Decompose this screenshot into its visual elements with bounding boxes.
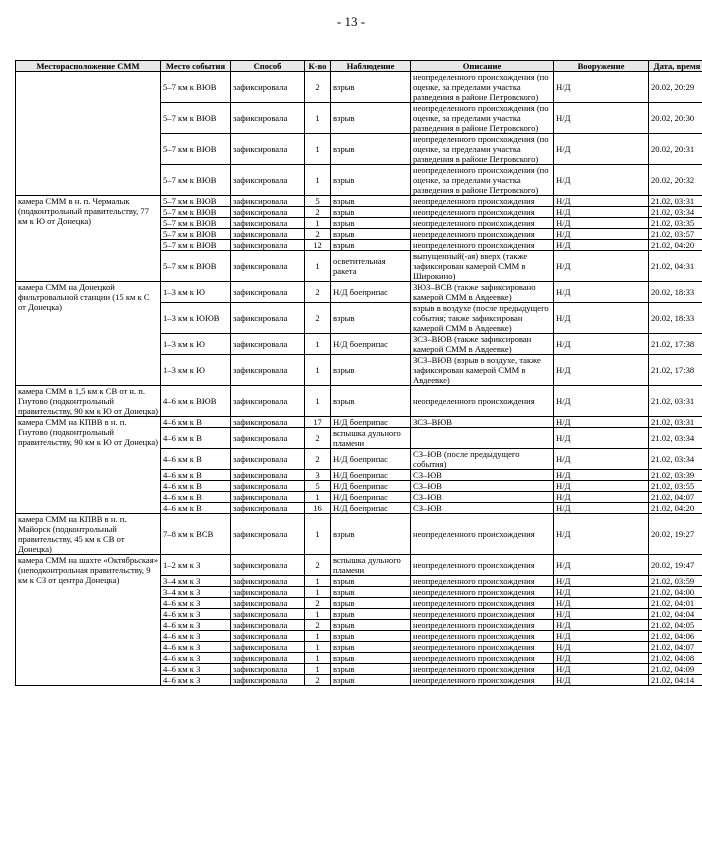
cell-event-place: 4–6 км к З xyxy=(161,653,231,664)
cell-weapon: Н/Д xyxy=(554,355,649,386)
page-number: - 13 - xyxy=(336,14,366,29)
cell-weapon: Н/Д xyxy=(554,620,649,631)
cell-method: зафиксировала xyxy=(231,251,305,282)
cell-event-place: 5–7 км к ВЮВ xyxy=(161,103,231,134)
cell-count: 1 xyxy=(305,334,331,355)
cell-method: зафиксировала xyxy=(231,240,305,251)
cell-weapon: Н/Д xyxy=(554,134,649,165)
cell-count: 1 xyxy=(305,631,331,642)
cell-weapon: Н/Д xyxy=(554,642,649,653)
cell-description: неопределенного происхождения xyxy=(411,229,554,240)
cell-count: 2 xyxy=(305,598,331,609)
cell-event-place: 4–6 км к В xyxy=(161,449,231,470)
cell-observation: взрыв xyxy=(331,631,411,642)
table-header-row xyxy=(16,61,702,72)
cell-description: неопределенного происхождения (по оценке, за пределами участка разведения в районе Петровского) xyxy=(411,72,554,103)
cell-event-place: 3–4 км к З xyxy=(161,587,231,598)
cell-event-place: 4–6 км к З xyxy=(161,609,231,620)
cell-count: 1 xyxy=(305,386,331,417)
cell-event-place: 4–6 км к З xyxy=(161,620,231,631)
cell-event-place: 4–6 км к З xyxy=(161,631,231,642)
cell-event-place: 1–3 км к Ю xyxy=(161,355,231,386)
cell-count: 1 xyxy=(305,664,331,675)
table-row xyxy=(16,72,702,103)
cell-observation: взрыв xyxy=(331,355,411,386)
cell-observation: взрыв xyxy=(331,664,411,675)
cell-observation: взрыв xyxy=(331,196,411,207)
cell-observation: Н/Д боеприпас xyxy=(331,282,411,303)
cell-method: зафиксировала xyxy=(231,598,305,609)
cell-count: 1 xyxy=(305,355,331,386)
table-row xyxy=(16,417,702,428)
cell-event-place: 5–7 км к ВЮВ xyxy=(161,207,231,218)
cell-weapon: Н/Д xyxy=(554,664,649,675)
cell-weapon: Н/Д xyxy=(554,282,649,303)
cell-weapon: Н/Д xyxy=(554,598,649,609)
cell-event-place: 7–8 км к ВСВ xyxy=(161,514,231,555)
cell-datetime: 21.02, 17:38 xyxy=(649,355,702,386)
cell-weapon: Н/Д xyxy=(554,428,649,449)
cell-observation: взрыв xyxy=(331,653,411,664)
cell-event-place: 5–7 км к ВЮВ xyxy=(161,218,231,229)
cell-observation: взрыв xyxy=(331,576,411,587)
cell-event-place: 4–6 км к В xyxy=(161,470,231,481)
cell-description: СЗ–ЮВ xyxy=(411,503,554,514)
cell-method: зафиксировала xyxy=(231,664,305,675)
cell-method: зафиксировала xyxy=(231,229,305,240)
cell-event-place: 1–3 км к Ю xyxy=(161,334,231,355)
cell-datetime: 21.02, 04:06 xyxy=(649,631,702,642)
cell-method: зафиксировала xyxy=(231,303,305,334)
cell-description xyxy=(411,428,554,449)
cell-weapon: Н/Д xyxy=(554,229,649,240)
cell-datetime: 21.02, 04:07 xyxy=(649,642,702,653)
cell-event-place: 5–7 км к ВЮВ xyxy=(161,251,231,282)
cell-count: 1 xyxy=(305,134,331,165)
cell-location xyxy=(16,72,161,196)
cell-datetime: 21.02, 03:59 xyxy=(649,576,702,587)
table-row xyxy=(16,196,702,207)
cell-datetime: 20.02, 20:30 xyxy=(649,103,702,134)
cell-observation: вспышка дульного пламени xyxy=(331,428,411,449)
cell-weapon: Н/Д xyxy=(554,303,649,334)
cell-datetime: 21.02, 03:31 xyxy=(649,196,702,207)
cell-location: камера СММ на шахте «Октябрьская» (неподконтрольная правительству, 9 км к СЗ от центра Донецка) xyxy=(16,555,161,686)
cell-observation: взрыв xyxy=(331,218,411,229)
cell-event-place: 4–6 км к З xyxy=(161,598,231,609)
cell-observation: взрыв xyxy=(331,240,411,251)
cell-weapon: Н/Д xyxy=(554,675,649,686)
cell-location: камера СММ на Донецкой фильтровальной станции (15 км к С от Донецка) xyxy=(16,282,161,386)
table-row xyxy=(16,282,702,303)
cell-weapon: Н/Д xyxy=(554,514,649,555)
cell-method: зафиксировала xyxy=(231,417,305,428)
cell-description: неопределенного происхождения xyxy=(411,576,554,587)
cell-weapon: Н/Д xyxy=(554,417,649,428)
cell-weapon: Н/Д xyxy=(554,240,649,251)
cell-description: неопределенного происхождения xyxy=(411,620,554,631)
cell-count: 2 xyxy=(305,229,331,240)
cell-weapon: Н/Д xyxy=(554,576,649,587)
cell-count: 3 xyxy=(305,470,331,481)
cell-description: неопределенного происхождения (по оценке, за пределами участка разведения в районе Петровского) xyxy=(411,103,554,134)
cell-event-place: 5–7 км к ВЮВ xyxy=(161,72,231,103)
cell-method: зафиксировала xyxy=(231,165,305,196)
cell-location: камера СММ в н. п. Чермалык (подконтрольный правительству, 77 км к Ю от Донецка) xyxy=(16,196,161,282)
cell-weapon: Н/Д xyxy=(554,470,649,481)
cell-count: 16 xyxy=(305,503,331,514)
cell-observation: Н/Д боеприпас xyxy=(331,481,411,492)
cell-weapon: Н/Д xyxy=(554,103,649,134)
cell-observation: Н/Д боеприпас xyxy=(331,417,411,428)
cell-count: 2 xyxy=(305,72,331,103)
cell-observation: взрыв xyxy=(331,675,411,686)
cell-description: неопределенного происхождения xyxy=(411,207,554,218)
cell-description: выпущенный(-ая) вверх (также зафиксирован камерой СММ в Широкино) xyxy=(411,251,554,282)
cell-location: камера СММ на КПВВ в н. п. Гнутово (подконтрольный правительству, 90 км к Ю от Донецка) xyxy=(16,417,161,514)
cell-count: 1 xyxy=(305,642,331,653)
cell-event-place: 4–6 км к З xyxy=(161,664,231,675)
cell-observation: взрыв xyxy=(331,207,411,218)
cell-count: 2 xyxy=(305,282,331,303)
table-row xyxy=(16,514,702,555)
cell-event-place: 4–6 км к В xyxy=(161,417,231,428)
cell-weapon: Н/Д xyxy=(554,207,649,218)
cell-datetime: 21.02, 03:34 xyxy=(649,207,702,218)
cell-method: зафиксировала xyxy=(231,386,305,417)
cell-weapon: Н/Д xyxy=(554,555,649,576)
cell-description: неопределенного происхождения xyxy=(411,218,554,229)
cell-event-place: 4–6 км к В xyxy=(161,428,231,449)
cell-description: неопределенного происхождения xyxy=(411,609,554,620)
cell-method: зафиксировала xyxy=(231,196,305,207)
cell-datetime: 20.02, 20:31 xyxy=(649,134,702,165)
cell-datetime: 21.02, 03:35 xyxy=(649,218,702,229)
cell-datetime: 21.02, 04:20 xyxy=(649,240,702,251)
cell-count: 2 xyxy=(305,555,331,576)
cell-description: неопределенного происхождения xyxy=(411,240,554,251)
cell-count: 5 xyxy=(305,196,331,207)
cell-observation: взрыв xyxy=(331,598,411,609)
cell-description: неопределенного происхождения xyxy=(411,598,554,609)
cell-description: неопределенного происхождения xyxy=(411,653,554,664)
cell-count: 1 xyxy=(305,576,331,587)
cell-event-place: 4–6 км к ВЮВ xyxy=(161,386,231,417)
cell-count: 1 xyxy=(305,653,331,664)
cell-observation: осветительная ракета xyxy=(331,251,411,282)
cell-event-place: 4–6 км к В xyxy=(161,503,231,514)
cell-description: неопределенного происхождения xyxy=(411,386,554,417)
cell-datetime: 21.02, 04:08 xyxy=(649,653,702,664)
cell-datetime: 20.02, 18:33 xyxy=(649,303,702,334)
cell-description: ЗЮЗ–ВСВ (также зафиксировано камерой СММ в Авдеевке) xyxy=(411,282,554,303)
header-event-place: Место события xyxy=(161,61,231,72)
cell-description: неопределенного происхождения xyxy=(411,514,554,555)
cell-method: зафиксировала xyxy=(231,207,305,218)
cell-weapon: Н/Д xyxy=(554,653,649,664)
cell-description: СЗ–ЮВ xyxy=(411,492,554,503)
cell-method: зафиксировала xyxy=(231,514,305,555)
header-location: Месторасположение СММ xyxy=(16,61,161,72)
cell-datetime: 21.02, 03:34 xyxy=(649,449,702,470)
cell-observation: взрыв xyxy=(331,514,411,555)
cell-weapon: Н/Д xyxy=(554,386,649,417)
cell-method: зафиксировала xyxy=(231,218,305,229)
cell-description: неопределенного происхождения xyxy=(411,664,554,675)
cell-observation: взрыв xyxy=(331,103,411,134)
cell-count: 2 xyxy=(305,303,331,334)
cell-event-place: 3–4 км к З xyxy=(161,576,231,587)
cell-datetime: 21.02, 04:04 xyxy=(649,609,702,620)
cell-weapon: Н/Д xyxy=(554,165,649,196)
cell-event-place: 5–7 км к ВЮВ xyxy=(161,134,231,165)
cell-method: зафиксировала xyxy=(231,503,305,514)
cell-datetime: 21.02, 03:34 xyxy=(649,428,702,449)
cell-weapon: Н/Д xyxy=(554,481,649,492)
cell-method: зафиксировала xyxy=(231,675,305,686)
cell-description: СЗ–ЮВ xyxy=(411,470,554,481)
cell-weapon: Н/Д xyxy=(554,218,649,229)
cell-count: 1 xyxy=(305,514,331,555)
cell-method: зафиксировала xyxy=(231,481,305,492)
cell-count: 2 xyxy=(305,449,331,470)
cell-method: зафиксировала xyxy=(231,492,305,503)
cell-datetime: 20.02, 18:33 xyxy=(649,282,702,303)
cell-description: неопределенного происхождения xyxy=(411,196,554,207)
cell-weapon: Н/Д xyxy=(554,334,649,355)
cell-method: зафиксировала xyxy=(231,355,305,386)
cell-observation: Н/Д боеприпас xyxy=(331,470,411,481)
header-method: Способ xyxy=(231,61,305,72)
cell-method: зафиксировала xyxy=(231,103,305,134)
header-count: К-во xyxy=(305,61,331,72)
cell-description: СЗ–ЮВ xyxy=(411,481,554,492)
cell-datetime: 21.02, 04:09 xyxy=(649,664,702,675)
cell-weapon: Н/Д xyxy=(554,631,649,642)
cell-method: зафиксировала xyxy=(231,631,305,642)
cell-event-place: 5–7 км к ВЮВ xyxy=(161,196,231,207)
cell-count: 2 xyxy=(305,675,331,686)
cell-weapon: Н/Д xyxy=(554,492,649,503)
table-row xyxy=(16,555,702,576)
cell-description: ЗСЗ–ВЮВ (взрыв в воздухе, также зафиксирован камерой СММ в Авдеевке) xyxy=(411,355,554,386)
cell-datetime: 21.02, 03:31 xyxy=(649,386,702,417)
cell-event-place: 4–6 км к В xyxy=(161,481,231,492)
cell-datetime: 21.02, 04:01 xyxy=(649,598,702,609)
cell-count: 2 xyxy=(305,428,331,449)
cell-observation: взрыв xyxy=(331,642,411,653)
cell-count: 12 xyxy=(305,240,331,251)
cell-description: неопределенного происхождения xyxy=(411,675,554,686)
cell-description: ЗСЗ–ВЮВ (также зафиксирован камерой СММ в Авдеевке) xyxy=(411,334,554,355)
cell-count: 5 xyxy=(305,481,331,492)
cell-event-place: 5–7 км к ВЮВ xyxy=(161,240,231,251)
cell-observation: Н/Д боеприпас xyxy=(331,334,411,355)
cell-method: зафиксировала xyxy=(231,470,305,481)
cell-description: СЗ–ЮВ (после предыдущего события) xyxy=(411,449,554,470)
header-description: Описание xyxy=(411,61,554,72)
cell-event-place: 4–6 км к В xyxy=(161,492,231,503)
cell-count: 2 xyxy=(305,620,331,631)
cell-description: неопределенного происхождения (по оценке, за пределами участка разведения в районе Петровского) xyxy=(411,134,554,165)
cell-method: зафиксировала xyxy=(231,576,305,587)
cell-event-place: 1–2 км к З xyxy=(161,555,231,576)
cell-description: взрыв в воздухе (после предыдущего события; также зафиксирован камерой СММ в Авдеевке) xyxy=(411,303,554,334)
header-weapon: Вооружение xyxy=(554,61,649,72)
cell-datetime: 20.02, 20:32 xyxy=(649,165,702,196)
cell-method: зафиксировала xyxy=(231,428,305,449)
cell-count: 1 xyxy=(305,587,331,598)
cell-datetime: 21.02, 03:57 xyxy=(649,229,702,240)
cell-method: зафиксировала xyxy=(231,609,305,620)
cell-event-place: 4–6 км к З xyxy=(161,642,231,653)
cell-event-place: 1–3 км к Ю xyxy=(161,282,231,303)
cell-count: 1 xyxy=(305,103,331,134)
cell-datetime: 21.02, 04:31 xyxy=(649,251,702,282)
cell-method: зафиксировала xyxy=(231,282,305,303)
cell-weapon: Н/Д xyxy=(554,449,649,470)
cell-weapon: Н/Д xyxy=(554,503,649,514)
cell-observation: взрыв xyxy=(331,587,411,598)
cell-method: зафиксировала xyxy=(231,555,305,576)
cell-count: 1 xyxy=(305,165,331,196)
cell-count: 17 xyxy=(305,417,331,428)
cell-datetime: 21.02, 03:39 xyxy=(649,470,702,481)
cell-method: зафиксировала xyxy=(231,642,305,653)
cell-count: 1 xyxy=(305,609,331,620)
cell-method: зафиксировала xyxy=(231,653,305,664)
cell-datetime: 20.02, 19:27 xyxy=(649,514,702,555)
cell-observation: взрыв xyxy=(331,609,411,620)
cell-weapon: Н/Д xyxy=(554,196,649,207)
cell-method: зафиксировала xyxy=(231,72,305,103)
cell-observation: взрыв xyxy=(331,303,411,334)
cell-method: зафиксировала xyxy=(231,334,305,355)
cell-weapon: Н/Д xyxy=(554,251,649,282)
cell-method: зафиксировала xyxy=(231,134,305,165)
cell-event-place: 5–7 км к ВЮВ xyxy=(161,229,231,240)
cell-observation: взрыв xyxy=(331,72,411,103)
cell-datetime: 21.02, 03:55 xyxy=(649,481,702,492)
cell-description: неопределенного происхождения xyxy=(411,631,554,642)
table-row xyxy=(16,386,702,417)
cell-weapon: Н/Д xyxy=(554,609,649,620)
cell-method: зафиксировала xyxy=(231,620,305,631)
cell-weapon: Н/Д xyxy=(554,587,649,598)
cell-event-place: 4–6 км к З xyxy=(161,675,231,686)
events-table xyxy=(15,60,702,686)
cell-count: 1 xyxy=(305,218,331,229)
cell-datetime: 20.02, 20:29 xyxy=(649,72,702,103)
cell-method: зафиксировала xyxy=(231,587,305,598)
cell-event-place: 5–7 км к ВЮВ xyxy=(161,165,231,196)
cell-count: 2 xyxy=(305,207,331,218)
cell-description: неопределенного происхождения xyxy=(411,555,554,576)
cell-weapon: Н/Д xyxy=(554,72,649,103)
cell-observation: взрыв xyxy=(331,386,411,417)
cell-datetime: 21.02, 04:20 xyxy=(649,503,702,514)
cell-datetime: 21.02, 04:00 xyxy=(649,587,702,598)
cell-datetime: 21.02, 17:38 xyxy=(649,334,702,355)
header-observation: Наблюдение xyxy=(331,61,411,72)
cell-description: ЗСЗ–ВЮВ xyxy=(411,417,554,428)
cell-observation: Н/Д боеприпас xyxy=(331,492,411,503)
cell-datetime: 21.02, 04:14 xyxy=(649,675,702,686)
cell-observation: взрыв xyxy=(331,620,411,631)
cell-datetime: 21.02, 04:07 xyxy=(649,492,702,503)
cell-datetime: 21.02, 03:31 xyxy=(649,417,702,428)
cell-description: неопределенного происхождения xyxy=(411,587,554,598)
cell-observation: Н/Д боеприпас xyxy=(331,449,411,470)
cell-observation: вспышка дульного пламени xyxy=(331,555,411,576)
cell-method: зафиксировала xyxy=(231,449,305,470)
cell-observation: взрыв xyxy=(331,134,411,165)
cell-event-place: 1–3 км к ЮЮВ xyxy=(161,303,231,334)
cell-count: 1 xyxy=(305,492,331,503)
cell-description: неопределенного происхождения xyxy=(411,642,554,653)
cell-location: камера СММ в 1,5 км к СВ от н. п. Гнутово (подконтрольный правительству, 90 км к Ю от Донецка) xyxy=(16,386,161,417)
cell-count: 1 xyxy=(305,251,331,282)
cell-location: камера СММ на КПВВ в н. п. Майорск (подконтрольный правительству, 45 км к СВ от Донецка) xyxy=(16,514,161,555)
cell-datetime: 20.02, 19:47 xyxy=(649,555,702,576)
cell-description: неопределенного происхождения (по оценке, за пределами участка разведения в районе Петровского) xyxy=(411,165,554,196)
cell-observation: взрыв xyxy=(331,165,411,196)
header-datetime: Дата, время xyxy=(649,61,702,72)
cell-observation: Н/Д боеприпас xyxy=(331,503,411,514)
cell-datetime: 21.02, 04:05 xyxy=(649,620,702,631)
cell-observation: взрыв xyxy=(331,229,411,240)
